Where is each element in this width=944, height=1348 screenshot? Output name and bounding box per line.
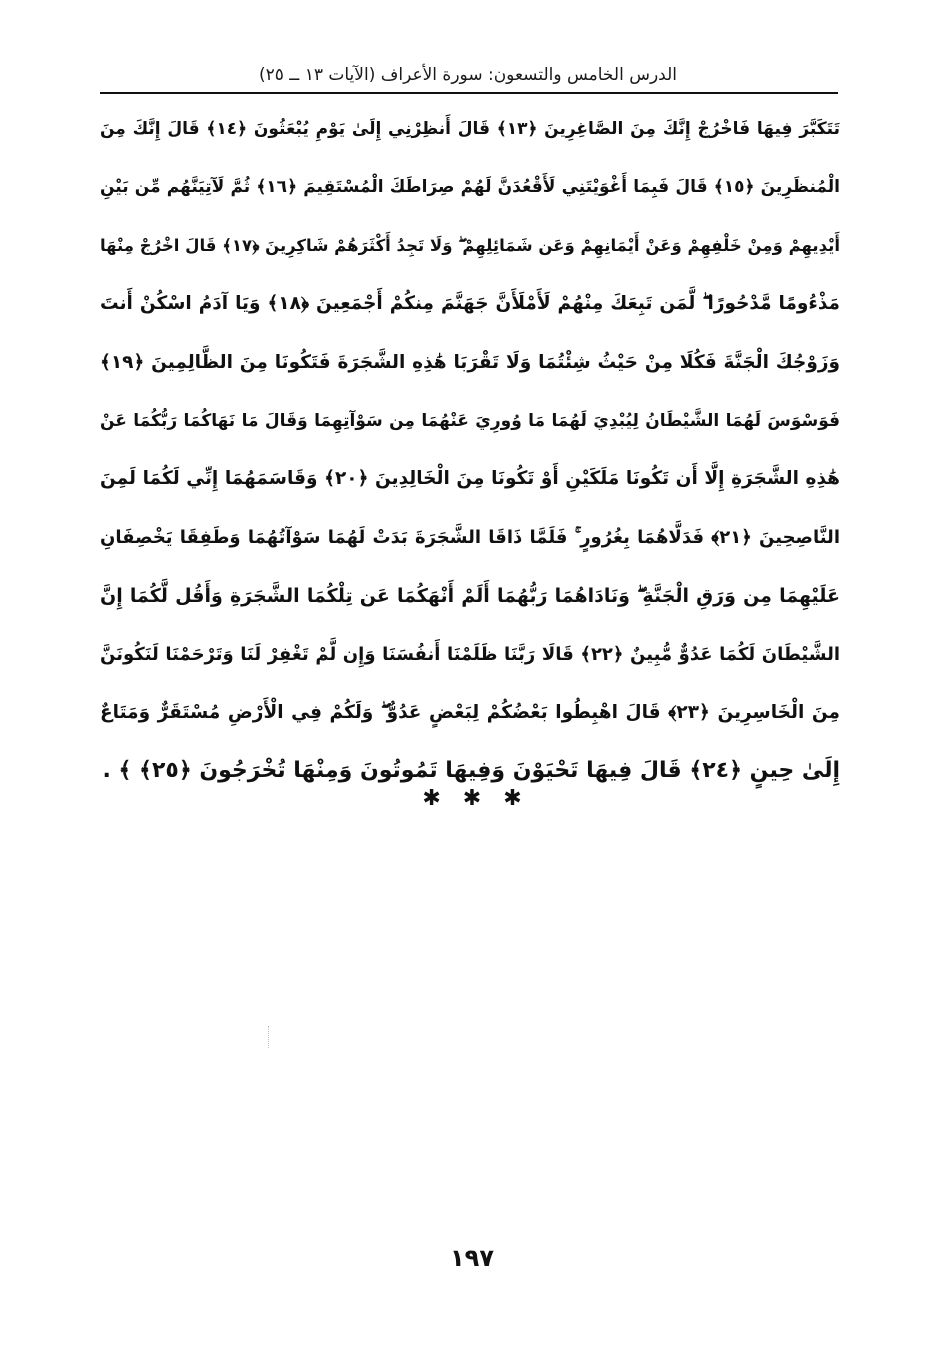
text-line: أَيْدِيهِمْ وَمِنْ خَلْفِهِمْ وَعَنْ أَيْمَانِهِمْ وَعَن شَمَائِلِهِمْ ۖ وَلَا تَجِدُ أَكْثَرَهُمْ شَاكِرِينَ ﴿١٧﴾ قَالَ اخْرُجْ مِنْهَا: [100, 235, 840, 255]
text-line-final: إِلَىٰ حِينٍ ﴿٢٤﴾ قَالَ فِيهَا تَحْيَوْنَ وَفِيهَا تَمُوتُونَ وَمِنْهَا تُخْرَجُونَ ﴿٢٥﴾ ﴾ .: [102, 758, 840, 784]
text-line: النَّاصِحِينَ ﴿٢١﴾ فَدَلَّاهُمَا بِغُرُورٍ ۚ فَلَمَّا ذَاقَا الشَّجَرَةَ بَدَتْ لَهُمَا سَوْآتُهُمَا وَطَفِقَا يَخْصِفَانِ: [100, 526, 840, 548]
text-line: الْمُنظَرِينَ ﴿١٥﴾ قَالَ فَبِمَا أَغْوَيْتَنِي لَأَقْعُدَنَّ لَهُمْ صِرَاطَكَ الْمُسْتَقِيمَ ﴿١٦﴾ ثُمَّ لَآتِيَنَّهُم مِّن بَيْنِ: [100, 177, 840, 198]
text-line: مِنَ الْخَاسِرِينَ ﴿٢٣﴾ قَالَ اهْبِطُوا بَعْضُكُمْ لِبَعْضٍ عَدُوٌّ ۖ وَلَكُمْ فِي الْأَرْضِ مُسْتَقَرٌّ وَمَتَاعٌ: [100, 701, 840, 723]
star-icon: ✱: [503, 786, 522, 811]
text-line: وَزَوْجُكَ الْجَنَّةَ فَكُلَا مِنْ حَيْثُ شِئْتُمَا وَلَا تَقْرَبَا هَٰذِهِ الشَّجَرَةَ فَتَكُونَا مِنَ الظَّالِمِينَ ﴿١٩﴾: [100, 351, 840, 373]
text-line: الشَّيْطَانَ لَكُمَا عَدُوٌّ مُّبِينٌ ﴿٢٢﴾ قَالَا رَبَّنَا ظَلَمْنَا أَنفُسَنَا وَإِن لَّمْ تَغْفِرْ لَنَا وَتَرْحَمْنَا لَنَكُونَنَّ: [100, 643, 840, 665]
header-rule: [100, 92, 838, 94]
page-number: ١٩٧: [450, 1244, 494, 1272]
text-line: تَتَكَبَّرَ فِيهَا فَاخْرُجْ إِنَّكَ مِنَ الصَّاغِرِينَ ﴿١٣﴾ قَالَ أَنظِرْنِي إِلَىٰ يَوْمِ يُبْعَثُونَ ﴿١٤﴾ قَالَ إِنَّكَ مِنَ: [100, 119, 840, 139]
section-separator: [0, 786, 944, 822]
text-line: عَلَيْهِمَا مِن وَرَقِ الْجَنَّةِ ۖ وَنَادَاهُمَا رَبُّهُمَا أَلَمْ أَنْهَكُمَا عَن تِلْكُمَا الشَّجَرَةِ وَأَقُل لَّكُمَا إِنَّ: [100, 585, 840, 608]
quran-text-block: [100, 100, 840, 801]
text-line: هَٰذِهِ الشَّجَرَةِ إِلَّا أَن تَكُونَا مَلَكَيْنِ أَوْ تَكُونَا مِنَ الْخَالِدِينَ ﴿٢٠﴾ وَقَاسَمَهُمَا إِنِّي لَكُمَا لَمِنَ: [100, 468, 840, 490]
running-header: الدرس الخامس والتسعون: سورة الأعراف (الآيات ١٣ ــ ٢٥): [259, 65, 677, 85]
scan-speck: [268, 1026, 271, 1048]
star-icon: ✱: [422, 786, 441, 811]
star-icon: ✱: [462, 786, 482, 811]
text-line: مَذْءُومًا مَّدْحُورًا ۖ لَّمَن تَبِعَكَ مِنْهُمْ لَأَمْلَأَنَّ جَهَنَّمَ مِنكُمْ أَجْمَعِينَ ﴿١٨﴾ وَيَا آدَمُ اسْكُنْ أَنتَ: [100, 293, 840, 315]
text-line: فَوَسْوَسَ لَهُمَا الشَّيْطَانُ لِيُبْدِيَ لَهُمَا مَا وُورِيَ عَنْهُمَا مِن سَوْآتِهِمَا وَقَالَ مَا نَهَاكُمَا رَبُّكُمَا عَنْ: [100, 410, 840, 431]
